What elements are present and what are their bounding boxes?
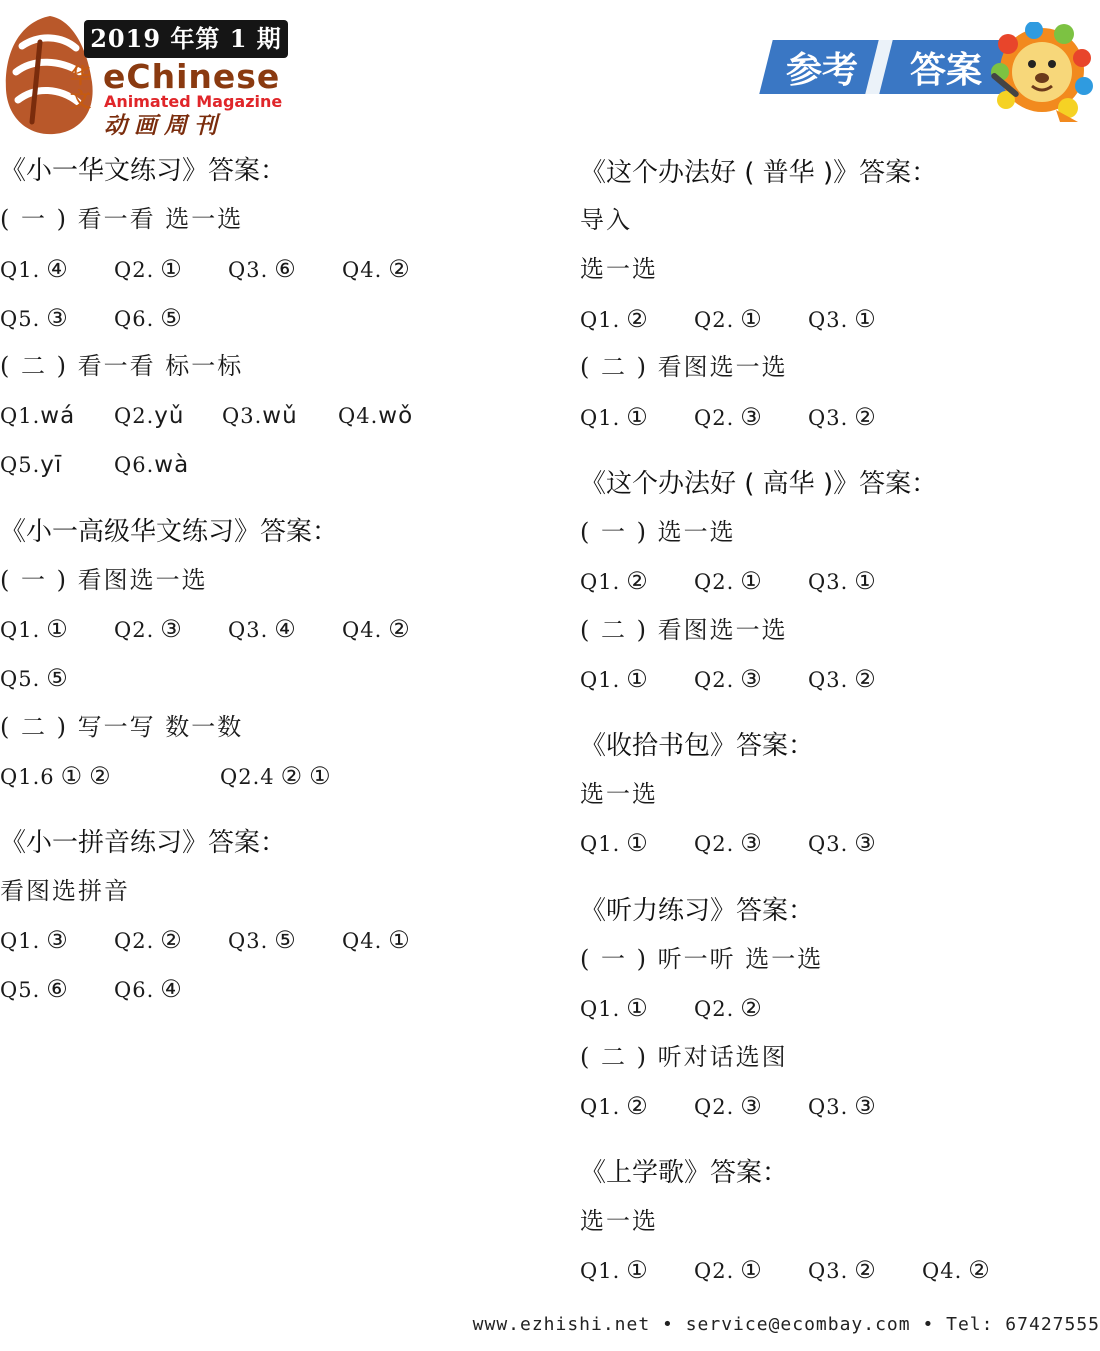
answer-choice: ① [626, 1256, 649, 1284]
question-number: Q1. [580, 308, 621, 332]
question-number: Q1. [580, 570, 621, 594]
question-number: Q4. [338, 404, 379, 428]
answer-choice: ① [626, 665, 649, 693]
question-number: Q6. [114, 978, 155, 1002]
answer-choice: ① [740, 305, 763, 333]
answer-choice: ① [854, 567, 877, 595]
answer-row [580, 993, 763, 1024]
section-title: 《小一华文练习》答案： [0, 156, 287, 186]
answer-choice: ④ [274, 615, 297, 643]
answer-choice: ① [46, 615, 69, 643]
question-number: Q1. [580, 1259, 621, 1283]
question-number: Q1. [0, 258, 41, 282]
answer-row [0, 974, 183, 1005]
answer-choice: ③ [854, 1092, 877, 1120]
subsection-title: 导入 [580, 206, 632, 234]
question-number: Q4. [922, 1259, 963, 1283]
question-number: Q2. [114, 258, 155, 282]
count-answer: 6 [40, 765, 55, 789]
answer-choice: ② [388, 255, 411, 283]
answer-choice: ③ [740, 829, 763, 857]
answer-choice: ④ [160, 975, 183, 1003]
answer-row [580, 664, 877, 695]
answer-choice: ③ [46, 304, 69, 332]
answer-row [580, 402, 877, 433]
question-number: Q1. [0, 404, 41, 428]
question-number: Q3. [808, 1095, 849, 1119]
answer-choice: ④ [46, 255, 69, 283]
pinyin-answer: wá [40, 403, 76, 429]
subsection-title: ( 二 ) 看一看 标一标 [0, 352, 244, 380]
question-number: Q6. [114, 453, 155, 477]
question-number: Q2. [694, 1095, 735, 1119]
answer-row [580, 304, 877, 335]
question-number: Q1. [580, 997, 621, 1021]
answer-choice: ② [89, 762, 112, 790]
pinyin-answer: wà [154, 452, 190, 478]
question-number: Q1. [580, 668, 621, 692]
answer-banner [776, 38, 1016, 96]
subsection-title: 选一选 [580, 255, 658, 283]
section-title: 《这个办法好 ( 高华 )》答案： [580, 469, 938, 499]
count-answer: 4 [260, 765, 275, 789]
answer-choice: ① [388, 926, 411, 954]
pinyin-answer: wǔ [262, 403, 298, 429]
question-number: Q1. [580, 406, 621, 430]
question-number: Q4. [342, 618, 383, 642]
answer-row [580, 566, 877, 597]
question-number: Q2. [114, 404, 155, 428]
pinyin-answer: yǔ [154, 403, 185, 429]
question-number: Q3. [808, 1259, 849, 1283]
pinyin-answer: wǒ [378, 403, 414, 429]
section-title: 《听力练习》答案： [580, 896, 815, 926]
question-number: Q2. [114, 618, 155, 642]
question-number: Q1. [580, 1095, 621, 1119]
subsection-title: 选一选 [580, 780, 658, 808]
answer-choice: ⑥ [274, 255, 297, 283]
subsection-title: ( 二 ) 看图选一选 [580, 616, 788, 644]
question-number: Q1. [0, 618, 41, 642]
question-number: Q5. [0, 453, 41, 477]
answer-row [580, 828, 877, 859]
question-number: Q1. [0, 929, 41, 953]
logo-wen-text: 文 [70, 87, 91, 112]
section-title: 《小一拼音练习》答案： [0, 828, 287, 858]
question-number: Q1. [0, 765, 41, 789]
answer-choice: ① [740, 1256, 763, 1284]
answer-row [0, 614, 411, 645]
issue-badge: 2019 年第 1 期 [84, 20, 288, 58]
answer-choice: ① [626, 829, 649, 857]
answer-choice: ② [160, 926, 183, 954]
answer-choice: ② [968, 1256, 991, 1284]
question-number: Q3. [222, 404, 263, 428]
logo-hua-char [70, 64, 91, 112]
answer-choice: ⑥ [46, 975, 69, 1003]
question-number: Q4. [342, 258, 383, 282]
question-number: Q2. [694, 308, 735, 332]
question-number: Q5. [0, 667, 41, 691]
answer-choice: ① [854, 305, 877, 333]
answer-choice: ③ [854, 829, 877, 857]
answer-choice: ② [740, 994, 763, 1022]
question-number: Q3. [808, 832, 849, 856]
question-number: Q3. [228, 258, 269, 282]
question-number: Q2. [694, 406, 735, 430]
lion-mascot-icon [986, 22, 1096, 126]
question-number: Q2. [114, 929, 155, 953]
answer-choice: ② [854, 665, 877, 693]
banner-text-reference: 参考 [786, 49, 859, 91]
question-number: Q2. [694, 832, 735, 856]
footer-contact: www.ezhishi.net • service@ecombay.com • Tel: 67427555 [472, 1314, 1100, 1335]
section-title: 《上学歌》答案： [580, 1158, 789, 1188]
section-title: 《这个办法好 ( 普华 )》答案： [580, 158, 938, 188]
subsection-title: 看图选拼音 [0, 877, 130, 905]
answer-choice: ③ [740, 665, 763, 693]
logo-title: eChinese [103, 57, 281, 96]
question-number: Q5. [0, 978, 41, 1002]
logo-subtitle: Animated Magazine [104, 92, 283, 111]
magazine-logo [0, 6, 300, 138]
question-number: Q3. [808, 668, 849, 692]
answer-row [0, 761, 332, 792]
subsection-title: ( 一 ) 听一听 选一选 [580, 945, 824, 973]
question-number: Q3. [808, 308, 849, 332]
answer-row [580, 1255, 991, 1286]
banner-text-answer: 答案 [910, 49, 983, 91]
logo-hua-text: 华 [70, 63, 91, 88]
answer-choice: ③ [740, 1092, 763, 1120]
logo-weekly: 动画周刊 [104, 112, 224, 139]
question-number: Q2. [694, 668, 735, 692]
answer-choice: ② [626, 1092, 649, 1120]
answer-row [0, 303, 183, 334]
answer-choice: ① [160, 255, 183, 283]
answer-choice: ① [626, 403, 649, 431]
answer-choice: ② [626, 305, 649, 333]
section-title: 《收拾书包》答案： [580, 731, 815, 761]
answer-choice: ② [388, 615, 411, 643]
answer-choice: ① [740, 567, 763, 595]
question-number: Q5. [0, 307, 41, 331]
question-number: Q3. [228, 618, 269, 642]
answer-row [0, 254, 411, 285]
subsection-title: ( 一 ) 看一看 选一选 [0, 205, 244, 233]
answer-row [0, 663, 69, 694]
answer-row [0, 450, 189, 480]
answer-choice: ⑤ [46, 664, 69, 692]
question-number: Q4. [342, 929, 383, 953]
answer-choice: ② [854, 1256, 877, 1284]
answer-choice: ② [280, 762, 304, 790]
answer-choice: ② [854, 403, 877, 431]
answer-row [0, 401, 413, 431]
question-number: Q2. [694, 997, 735, 1021]
question-number: Q3. [228, 929, 269, 953]
subsection-title: ( 一 ) 看图选一选 [0, 566, 208, 594]
pinyin-answer: yī [40, 452, 63, 478]
answer-choice: ⑤ [274, 926, 297, 954]
answer-choice: ③ [160, 615, 183, 643]
answer-choice: ③ [740, 403, 763, 431]
subsection-title: ( 二 ) 写一写 数一数 [0, 713, 244, 741]
subsection-title: ( 一 ) 选一选 [580, 518, 736, 546]
answer-choice: ⑤ [160, 304, 183, 332]
subsection-title: ( 二 ) 听对话选图 [580, 1043, 788, 1071]
answer-row [580, 1091, 877, 1122]
question-number: Q1. [580, 832, 621, 856]
question-number: Q3. [808, 406, 849, 430]
question-number: Q2. [694, 570, 735, 594]
section-title: 《小一高级华文练习》答案： [0, 517, 339, 547]
answer-choice: ① [626, 994, 649, 1022]
question-number: Q3. [808, 570, 849, 594]
answer-row [0, 925, 411, 956]
subsection-title: ( 二 ) 看图选一选 [580, 353, 788, 381]
answer-choice: ③ [46, 926, 69, 954]
answer-choice: ② [626, 567, 649, 595]
answer-choice: ① [309, 762, 332, 790]
question-number: Q6. [114, 307, 155, 331]
subsection-title: 选一选 [580, 1207, 658, 1235]
question-number: Q2. [220, 765, 261, 789]
answer-choice: ① [60, 762, 84, 790]
question-number: Q2. [694, 1259, 735, 1283]
